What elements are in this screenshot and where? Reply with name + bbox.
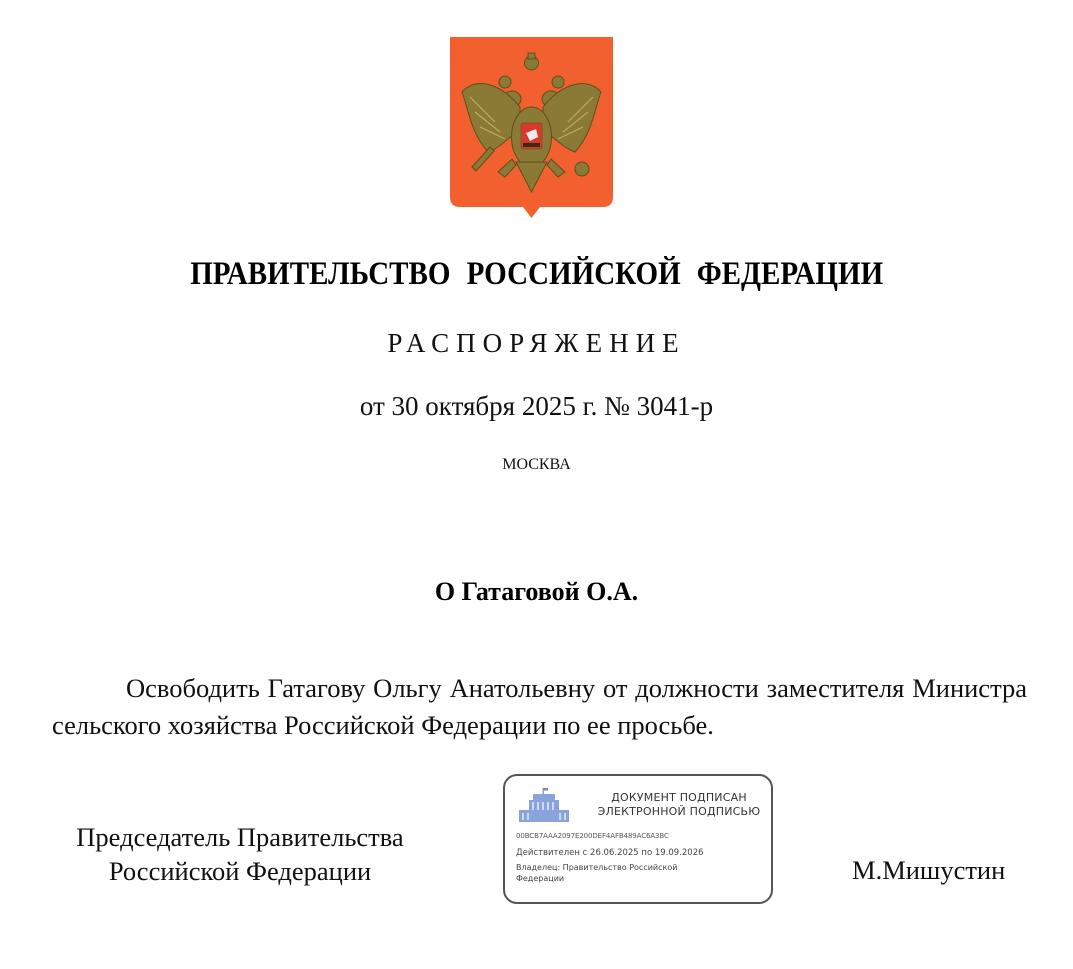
coat-of-arms-russia-icon	[450, 37, 613, 219]
stamp-validity: Действителен с 26.06.2025 по 19.09.2026	[516, 848, 704, 858]
document-type: РАСПОРЯЖЕНИЕ	[387, 328, 686, 358]
document-subject: О Гатаговой О.А.	[434, 577, 639, 606]
signer-title	[40, 820, 440, 888]
government-building-icon	[517, 788, 571, 822]
stamp-owner-line1: Владелец: Правительство Российской	[516, 863, 678, 872]
stamp-owner-line2: Федерации	[516, 874, 565, 883]
document-date-number: от 30 октября 2025 г. № 3041-р	[359, 391, 714, 421]
document-city: МОСКВА	[502, 456, 571, 473]
document-body: Освободить Гатагову Ольгу Анатольевну от должности заместителя Министра сельского хозяйства Российской Федерации по ее просьбе.	[52, 673, 1027, 740]
signer-name: М.Мишустин	[852, 855, 1006, 885]
stamp-owner	[516, 862, 726, 884]
stamp-heading-line1: ДОКУМЕНТ ПОДПИСАН	[611, 791, 747, 804]
signer-title-line2: Российской Федерации	[108, 856, 372, 886]
electronic-signature-stamp	[503, 774, 773, 904]
organization-title: ПРАВИТЕЛЬСТВО РОССИЙСКОЙ ФЕДЕРАЦИИ	[190, 256, 884, 292]
stamp-certificate-number: 00BCB7AAA2097E200DEF4AFB489AC6A3BC	[516, 832, 669, 840]
stamp-heading-line2: ЭЛЕКТРОННОЙ ПОДПИСЬЮ	[597, 805, 761, 818]
stamp-heading	[589, 791, 769, 819]
coat-of-arms-emblem	[450, 37, 613, 219]
signer-title-line1: Председатель Правительства	[76, 822, 404, 852]
